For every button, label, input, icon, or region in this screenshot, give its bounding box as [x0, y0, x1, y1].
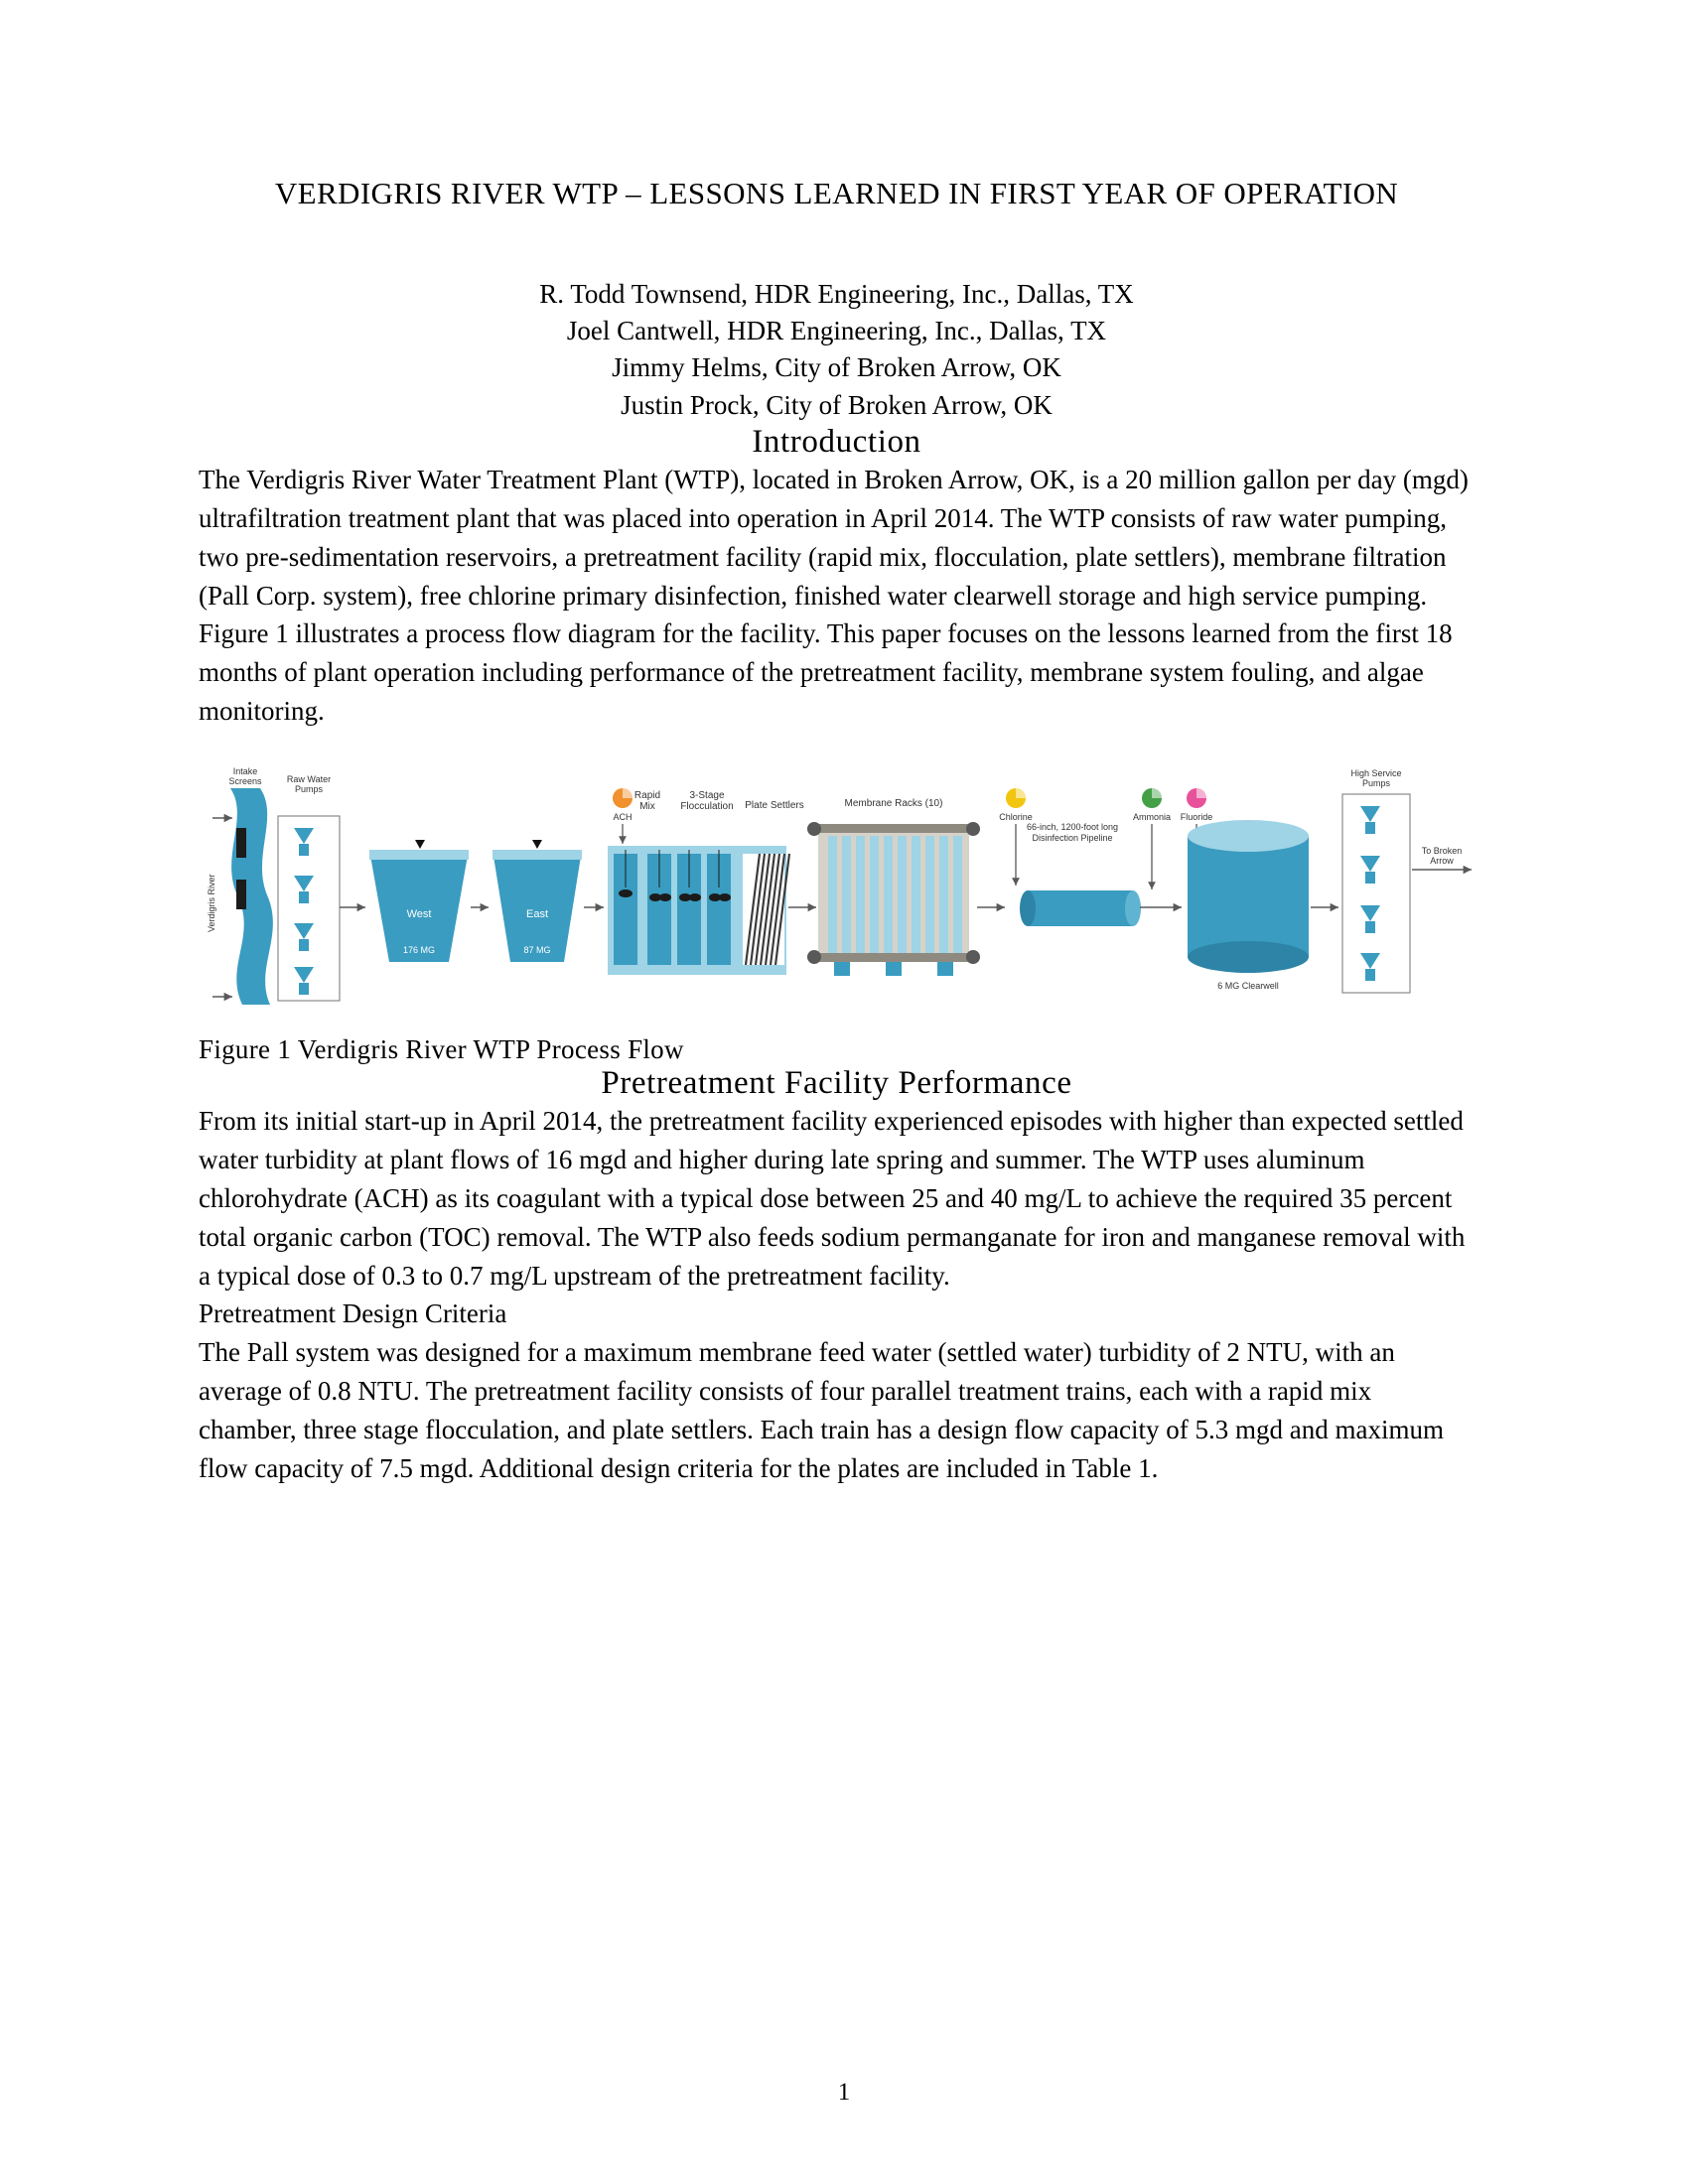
label-reservoir-east: East: [525, 908, 549, 921]
author-list: [199, 276, 1475, 424]
intake-screen-bar: [236, 828, 246, 858]
reservoir-west-surface: [369, 850, 469, 860]
author-line: Joel Cantwell, HDR Engineering, Inc., Dallas, TX: [566, 316, 1107, 346]
page-title: VERDIGRIS RIVER WTP – LESSONS LEARNED IN FIRST YEAR OF OPERATION: [274, 176, 1399, 210]
label-rapid-mix-2: Mix: [639, 801, 655, 813]
label-raw-water-pumps-2: Pumps: [294, 784, 324, 795]
figure-caption: Figure 1 Verdigris River WTP Process Flow: [199, 1034, 684, 1065]
label-pipeline-1: 66-inch, 1200-foot long: [1026, 822, 1119, 833]
label-river: Verdigris River: [207, 874, 216, 933]
author-line: Justin Prock, City of Broken Arrow, OK: [621, 389, 1053, 420]
label-high-service-pumps-2: Pumps: [1361, 778, 1391, 789]
label-raw-water-pumps-1: Raw Water: [286, 774, 332, 785]
page-number: 1: [837, 2079, 851, 2106]
label-reservoir-west: West: [406, 908, 432, 921]
section-heading-introduction: Introduction: [752, 423, 921, 460]
label-pipeline-2: Disinfection Pipeline: [1032, 833, 1113, 844]
label-to-broken-arrow-2: Arrow: [1430, 856, 1454, 867]
label-intake-screens-2: Screens: [228, 776, 262, 787]
label-flocculation-1: 3-Stage: [689, 790, 725, 802]
figure-process-flow: [199, 758, 1475, 1065]
label-flocculation-2: Flocculation: [680, 801, 734, 813]
introduction-paragraph: The Verdigris River Water Treatment Plant (WTP), located in Broken Arrow, OK, is a 20 million gallon per day (mgd) ultrafiltration treatment plant that was placed into operation in April 2014. The WTP consists of raw water pumping, two pre-sedimentation reservoirs, a pretreatment facility (rapid mix, flocculation, plate settlers), membrane filtration (Pall Corp. system), free chlorine primary disinfection, finished water clearwell storage and high service pumping. Figure 1 illustrates a process flow diagram for the facility. This paper focuses on the lessons learned from the first 18 months of plant operation including performance of the pretreatment facility, membrane system fouling, and algae monitoring.: [199, 464, 1469, 727]
process-flow-diagram: [199, 758, 1479, 1026]
pretreatment-paragraph-2: The Pall system was designed for a maximum membrane feed water (settled water) turbidity of 2 NTU, with an average of 0.8 NTU. The pretreatment facility consists of four parallel treatment trains, each with a rapid mix chamber, three stage flocculation, and plate settlers. Each train has a design flow capacity of 5.3 mgd and maximum flow capacity of 7.5 mgd. Additional design criteria for the plates are included in Table 1.: [199, 1337, 1444, 1483]
plate-settlers-pack: [743, 854, 789, 965]
author-line: R. Todd Townsend, HDR Engineering, Inc., Dallas, TX: [539, 278, 1134, 309]
label-chlorine: Chlorine: [999, 812, 1033, 823]
reservoir-east-surface: [492, 850, 582, 860]
label-ach: ACH: [613, 812, 633, 823]
pretreatment-paragraph-1: From its initial start-up in April 2014, the pretreatment facility experienced episodes with higher than expected settled water turbidity at plant flows of 16 mgd and higher during late spring and summer. The WTP uses aluminum chlorohydrate (ACH) as its coagulant with a typical dose between 25 and 40 mg/L to achieve the required 35 percent total organic carbon (TOC) removal. The WTP also feeds sodium permanganate for iron and manganese removal with a typical dose of 0.3 to 0.7 mg/L upstream of the pretreatment facility.: [199, 1106, 1466, 1291]
high-service-pump-station: [1342, 794, 1410, 993]
label-fluoride: Fluoride: [1180, 812, 1213, 823]
label-clearwell: 6 MG Clearwell: [1217, 981, 1279, 992]
membrane-rack-assembly: [807, 822, 980, 976]
clearwell-tank: [1188, 820, 1309, 973]
author-line: Jimmy Helms, City of Broken Arrow, OK: [612, 352, 1061, 383]
label-to-broken-arrow-1: To Broken: [1421, 846, 1463, 857]
label-membrane-racks: Membrane Racks (10): [844, 798, 943, 810]
intake-screen-bar: [236, 880, 246, 909]
label-reservoir-west-volume: 176 MG: [402, 945, 436, 956]
pretreatment-subheading: Pretreatment Design Criteria: [199, 1298, 507, 1329]
label-reservoir-east-volume: 87 MG: [523, 945, 551, 956]
label-ammonia: Ammonia: [1132, 812, 1172, 823]
label-intake-screens-1: Intake: [232, 766, 258, 777]
section-heading-pretreatment: Pretreatment Facility Performance: [601, 1065, 1072, 1102]
label-high-service-pumps-1: High Service: [1350, 768, 1402, 779]
label-rapid-mix-1: Rapid: [633, 790, 661, 802]
label-plate-settlers: Plate Settlers: [745, 800, 804, 812]
disinfection-pipeline: [1020, 890, 1141, 926]
